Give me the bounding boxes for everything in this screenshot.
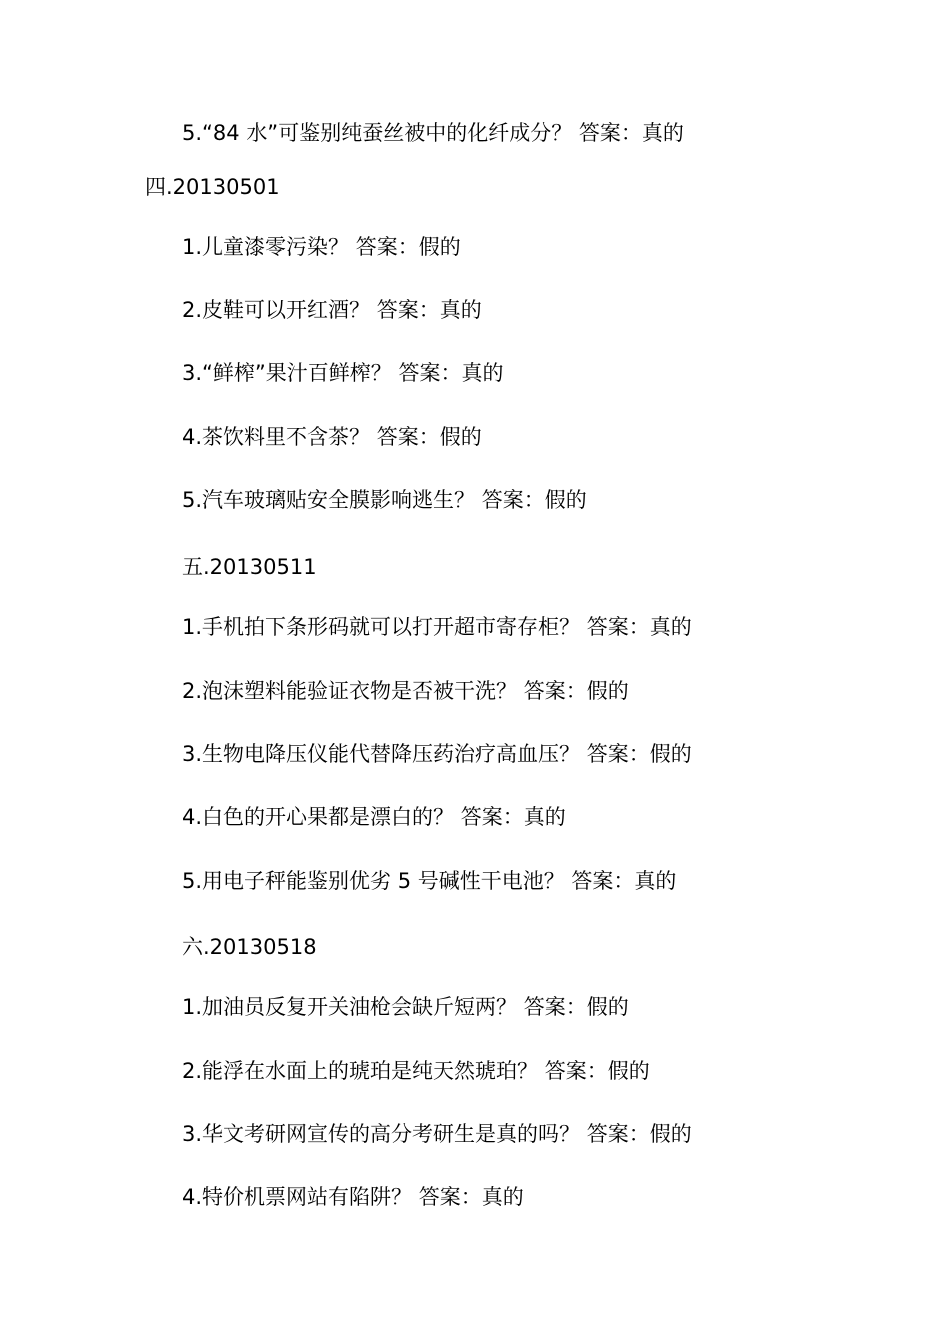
text-line: 3.生物电降压仪能代替降压药治疗高血压？ 答案：假的 (182, 742, 692, 766)
text-line: 2.泡沫塑料能验证衣物是否被干洗？ 答案：假的 (182, 679, 629, 703)
text-line: 1.儿童漆零污染？ 答案：假的 (182, 235, 461, 259)
text-line: 1.加油员反复开关油枪会缺斤短两？ 答案：假的 (182, 995, 629, 1019)
text-line: 2.皮鞋可以开红酒？ 答案：真的 (182, 298, 482, 322)
section-heading: 六.20130518 (182, 935, 317, 959)
text-line: 3.华文考研网宣传的高分考研生是真的吗？ 答案：假的 (182, 1122, 692, 1146)
text-line: 4.茶饮料里不含茶？ 答案：假的 (182, 425, 482, 449)
text-line: 5.“84 水”可鉴别纯蚕丝被中的化纤成分？ 答案：真的 (182, 121, 684, 145)
text-line: 4.特价机票网站有陷阱？ 答案：真的 (182, 1185, 524, 1209)
text-line: 3.“鲜榨”果汁百鲜榨？ 答案：真的 (182, 361, 504, 385)
text-line: 1.手机拍下条形码就可以打开超市寄存柜？ 答案：真的 (182, 615, 692, 639)
text-line: 5.汽车玻璃贴安全膜影响逃生？ 答案：假的 (182, 488, 587, 512)
text-line: 2.能浮在水面上的琥珀是纯天然琥珀？ 答案：假的 (182, 1059, 650, 1083)
section-heading: 四.20130501 (145, 175, 280, 199)
text-line: 4.白色的开心果都是漂白的？ 答案：真的 (182, 805, 566, 829)
section-heading: 五.20130511 (182, 555, 317, 579)
text-line: 5.用电子秤能鉴别优劣 5 号碱性干电池？ 答案：真的 (182, 869, 677, 893)
